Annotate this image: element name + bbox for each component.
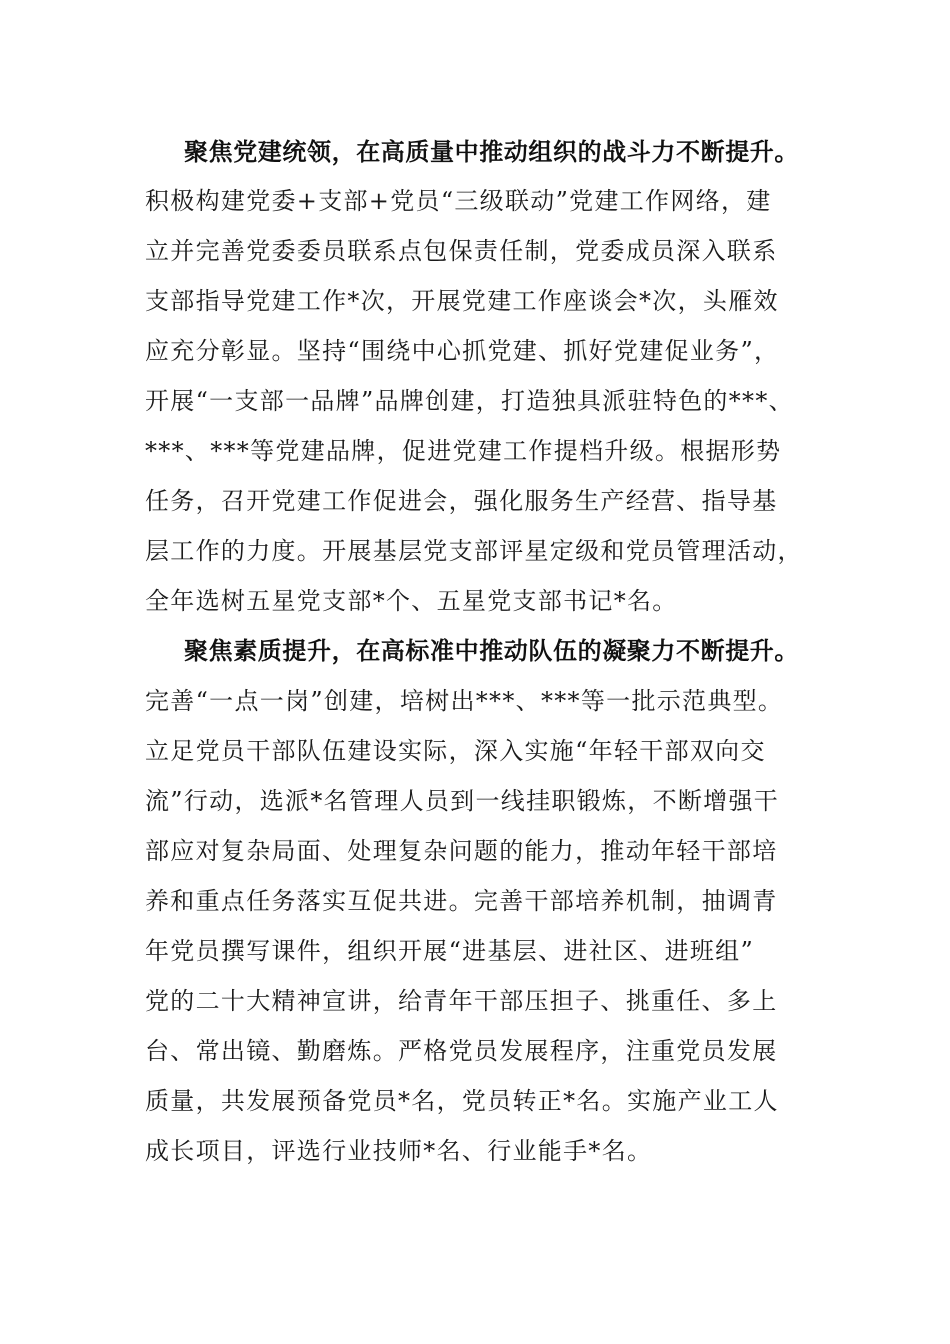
section-1-line-6: ***、***等党建品牌，促进党建工作提档升级。根据形势 (145, 437, 782, 465)
section-2-line-1: 完善“一点一岗”创建，培树出***、***等一批示范典型。 (145, 687, 784, 715)
section-2-line-10: 成长项目，评选行业技师*名、行业能手*名。 (145, 1137, 653, 1165)
section-1-heading: 聚焦党建统领，在高质量中推动组织的战斗力不断提升。 (184, 138, 799, 166)
section-1-line-1: 积极构建党委+支部+党员“三级联动”党建工作网络，建 (145, 187, 772, 215)
section-1-line-7: 任务，召开党建工作促进会，强化服务生产经营、指导基 (145, 487, 778, 515)
section-2-line-5: 养和重点任务落实互促共进。完善干部培养机制，抽调青 (145, 887, 778, 915)
section-2-line-6: 年党员撰写课件，组织开展“进基层、进社区、进班组” (145, 937, 755, 965)
section-1-line-9: 全年选树五星党支部*个、五星党支部书记*名。 (145, 587, 678, 615)
section-1-line-5: 开展“一支部一品牌”品牌创建，打造独具派驻特色的***、 (145, 387, 794, 415)
section-2-line-4: 部应对复杂局面、处理复杂问题的能力，推动年轻干部培 (145, 837, 778, 865)
section-2-line-3: 流”行动，选派*名管理人员到一线挂职锻炼，不断增强干 (145, 787, 780, 815)
section-1-line-8: 层工作的力度。开展基层党支部评星定级和党员管理活动， (145, 537, 803, 565)
section-2-line-2: 立足党员干部队伍建设实际，深入实施“年轻干部双向交 (145, 737, 766, 765)
section-2-line-9: 质量，共发展预备党员*名，党员转正*名。实施产业工人 (145, 1087, 779, 1115)
section-1-line-4: 应充分彰显。坚持“围绕中心抓党建、抓好党建促业务”， (145, 337, 780, 365)
section-2-line-8: 台、常出镜、勤磨炼。严格党员发展程序，注重党员发展 (145, 1037, 778, 1065)
section-1-line-3: 支部指导党建工作*次，开展党建工作座谈会*次，头雁效 (145, 287, 779, 315)
section-2-heading: 聚焦素质提升，在高标准中推动队伍的凝聚力不断提升。 (184, 637, 799, 665)
section-1-line-2: 立并完善党委委员联系点包保责任制，党委成员深入联系 (145, 237, 778, 265)
section-2-line-7: 党的二十大精神宣讲，给青年干部压担子、挑重任、多上 (145, 987, 778, 1015)
